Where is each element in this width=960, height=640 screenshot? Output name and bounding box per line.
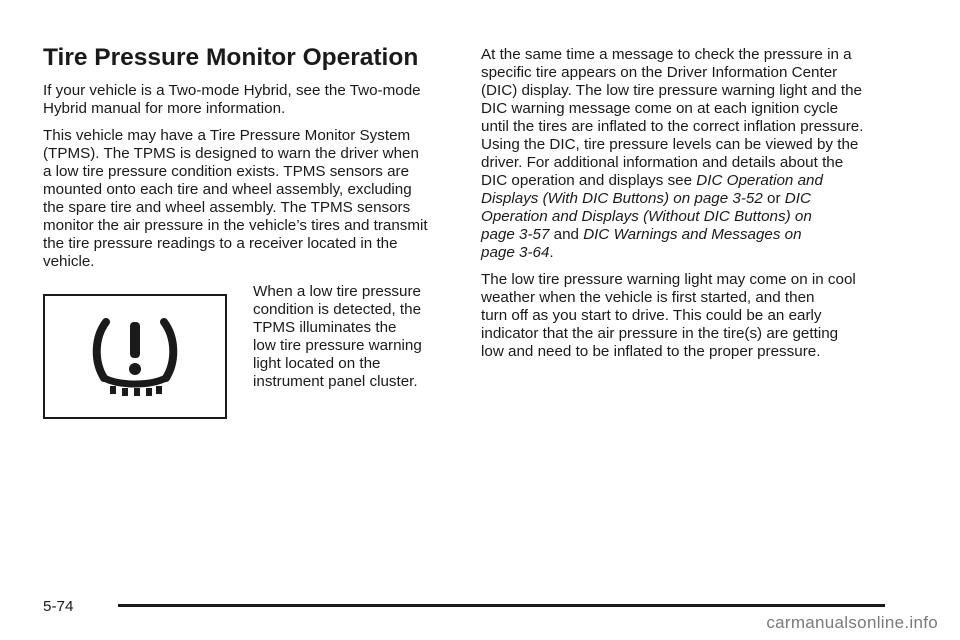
- plain-text: or: [762, 190, 785, 207]
- plain-text: and: [549, 226, 584, 243]
- text-line: [481, 226, 901, 244]
- warning-light-illustration: [43, 283, 448, 418]
- text-line: [481, 244, 901, 262]
- hybrid-note-paragraph: [43, 82, 448, 118]
- text-line: condition is detected, the: [253, 301, 422, 318]
- section-title: Tire Pressure Monitor Operation: [43, 44, 419, 71]
- text-line: TPMS illuminates the: [253, 319, 397, 336]
- text-line: (DIC) display. The low tire pressure warning light and the: [481, 82, 862, 99]
- plain-text: .: [549, 244, 554, 261]
- text-line: low tire pressure warning: [253, 337, 422, 354]
- cross-reference-link[interactable]: DIC Operation and: [696, 172, 823, 189]
- text-line: [481, 208, 901, 226]
- text-line: driver. For additional information and details about the: [481, 154, 844, 171]
- text-line: indicator that the air pressure in the tire(s) are getting: [481, 325, 839, 342]
- text-line: The low tire pressure warning light may come on in cool: [481, 271, 856, 288]
- cross-reference-link[interactable]: Displays (With DIC Buttons) on page 3-52: [481, 190, 763, 207]
- text-line: vehicle.: [43, 253, 95, 270]
- text-line: When a low tire pressure: [253, 283, 421, 300]
- text-line: Using the DIC, tire pressure levels can be viewed by the: [481, 136, 859, 153]
- tpms-description-paragraph: [43, 127, 448, 271]
- cross-reference-link[interactable]: page 3-64: [481, 244, 550, 261]
- text-line: mounted onto each tire and wheel assembly, excluding: [43, 181, 412, 198]
- page-number: 5-74: [43, 598, 74, 615]
- text-line: the spare tire and wheel assembly. The TPMS sensors: [43, 199, 411, 216]
- cool-weather-paragraph: [481, 271, 901, 361]
- icon-frame: [43, 294, 227, 419]
- cross-reference-link[interactable]: DIC Warnings and Messages on: [583, 226, 802, 243]
- text-line: weather when the vehicle is first started, and then: [481, 289, 815, 306]
- dic-message-paragraph: [481, 46, 901, 262]
- text-line: If your vehicle is a Two-mode Hybrid, see the Two-mode: [43, 82, 421, 99]
- plain-text: DIC operation and displays see: [481, 172, 697, 189]
- text-line: a low tire pressure condition exists. TPMS sensors are: [43, 163, 410, 180]
- text-line: monitor the air pressure in the vehicle’s tires and transmit: [43, 217, 428, 234]
- text-line: instrument panel cluster.: [253, 373, 418, 390]
- text-line: low and need to be inflated to the proper pressure.: [481, 343, 821, 360]
- text-line: This vehicle may have a Tire Pressure Monitor System: [43, 127, 411, 144]
- text-line: [481, 190, 901, 208]
- text-line: specific tire appears on the Driver Information Center: [481, 64, 838, 81]
- text-line: (TPMS). The TPMS is designed to warn the driver when: [43, 145, 419, 162]
- text-line: turn off as you start to drive. This could be an early: [481, 307, 822, 324]
- text-line: light located on the: [253, 355, 381, 372]
- cross-reference-link[interactable]: page 3-57: [481, 226, 550, 243]
- watermark-text: carmanualsonline.info: [766, 613, 938, 632]
- footer-divider: [118, 604, 885, 607]
- text-line: DIC warning message come on at each ignition cycle: [481, 100, 839, 117]
- text-line: [481, 172, 901, 190]
- text-line: At the same time a message to check the pressure in a: [481, 46, 852, 63]
- left-column: [43, 44, 448, 418]
- right-column: [481, 46, 901, 370]
- warning-light-caption: [253, 283, 453, 391]
- text-line: until the tires are inflated to the correct inflation pressure.: [481, 118, 864, 135]
- text-line: the tire pressure readings to a receiver located in the: [43, 235, 398, 252]
- cross-reference-link[interactable]: Operation and Displays (Without DIC Buttons) on: [481, 208, 812, 225]
- tire-pressure-warning-icon: [92, 316, 178, 402]
- cross-reference-link[interactable]: DIC: [784, 190, 811, 207]
- text-line: Hybrid manual for more information.: [43, 100, 286, 117]
